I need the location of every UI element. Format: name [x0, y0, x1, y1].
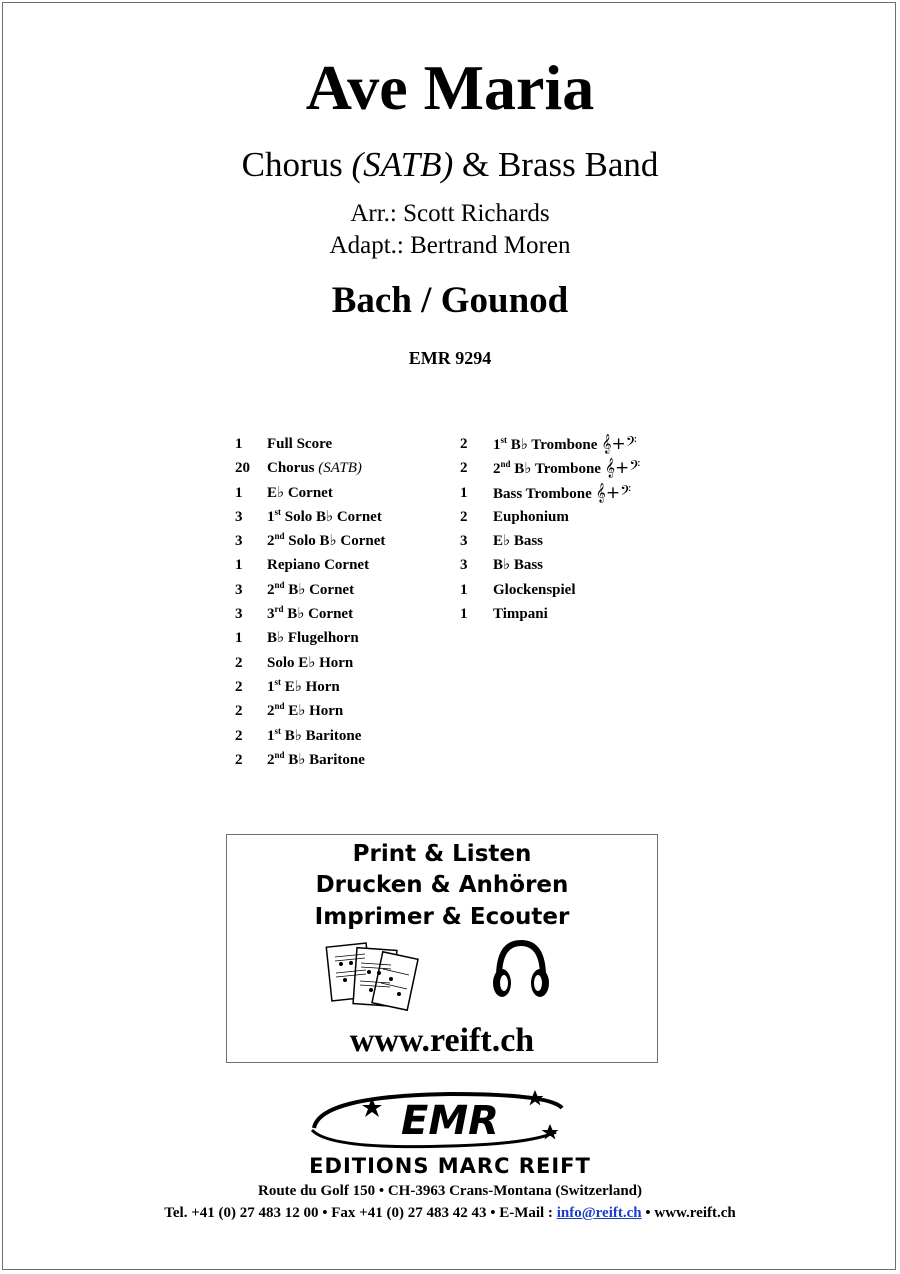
- part-row: [460, 432, 680, 456]
- part-name: Euphonium: [493, 508, 569, 525]
- adapter: Adapt.: Bertrand Moren: [329, 232, 571, 259]
- part-quantity: 2: [235, 654, 243, 671]
- part-name: Solo E♭ Horn: [267, 654, 354, 671]
- part-row: [235, 553, 445, 577]
- part-quantity: 2: [460, 460, 468, 477]
- part-quantity: 1: [235, 630, 243, 647]
- part-row: [460, 578, 680, 602]
- part-row: [235, 529, 445, 553]
- part-row: [460, 481, 680, 505]
- part-row: [235, 724, 445, 748]
- part-row: [460, 456, 680, 480]
- part-row: [235, 456, 445, 480]
- promo-line-imprimer: Imprimer & Ecouter: [314, 904, 570, 930]
- clef-icon: 𝄞+𝄢: [601, 434, 637, 454]
- promo-url[interactable]: www.reift.ch: [349, 1022, 535, 1059]
- part-name: 1st E♭ Horn: [267, 676, 340, 695]
- part-row: [235, 578, 445, 602]
- part-row: [235, 651, 445, 675]
- page-title: Ave Maria: [305, 52, 595, 123]
- part-quantity: 20: [235, 460, 250, 477]
- part-name: Repiano Cornet: [267, 557, 370, 574]
- publisher-contact: [0, 1203, 900, 1223]
- part-name: 2nd B♭ Cornet: [267, 579, 355, 598]
- part-row: [235, 675, 445, 699]
- arranger: Arr.: Scott Richards: [350, 200, 550, 227]
- part-quantity: 3: [460, 533, 468, 550]
- part-quantity: 2: [235, 678, 243, 695]
- part-quantity: 2: [235, 703, 243, 720]
- part-name: E♭ Cornet: [267, 484, 333, 501]
- part-name: E♭ Bass: [493, 533, 544, 550]
- subtitle-post: & Brass Band: [453, 145, 659, 184]
- part-row: [235, 432, 445, 456]
- headphones-icon: [489, 937, 553, 1003]
- part-row: [460, 553, 680, 577]
- part-quantity: 3: [235, 581, 243, 598]
- promo-line-print-listen: Print & Listen: [352, 841, 532, 867]
- part-name: Chorus (SATB): [267, 460, 362, 477]
- part-name: B♭ Bass: [493, 557, 544, 574]
- sheet-music-icon: [325, 939, 421, 1017]
- part-name: 1st B♭ Trombone 𝄞+𝄢: [493, 434, 637, 454]
- part-row: [235, 505, 445, 529]
- page-border: [2, 2, 896, 1270]
- part-quantity: 3: [235, 508, 243, 525]
- part-quantity: 1: [235, 484, 243, 501]
- part-name: 2nd Solo B♭ Cornet: [267, 531, 386, 550]
- part-name: 3rd B♭ Cornet: [267, 604, 354, 623]
- part-row: [235, 602, 445, 626]
- catalog-number: EMR 9294: [408, 348, 492, 368]
- contact-phone-fax: Tel. +41 (0) 27 483 12 00 • Fax +41 (0) 27 483 42 43 • E-Mail :: [164, 1205, 557, 1221]
- part-row: [235, 699, 445, 723]
- emr-logo-text: EMR: [401, 1098, 499, 1144]
- part-quantity: 2: [235, 751, 243, 768]
- publisher-name: EDITIONS MARC REIFT: [309, 1154, 591, 1178]
- email-link[interactable]: info@reift.ch: [556, 1205, 642, 1221]
- emr-logo: [300, 1088, 600, 1152]
- part-quantity: 2: [460, 508, 468, 525]
- part-quantity: 1: [460, 606, 468, 623]
- part-name: 1st B♭ Baritone: [267, 725, 362, 744]
- promo-line-drucken: Drucken & Anhören: [315, 872, 569, 898]
- part-quantity: 2: [460, 436, 468, 452]
- part-row: [460, 505, 680, 529]
- part-quantity: 3: [235, 606, 243, 623]
- part-name: Bass Trombone 𝄞+𝄢: [493, 482, 632, 503]
- part-name: 2nd B♭ Baritone: [267, 749, 365, 768]
- part-row: [235, 481, 445, 505]
- publisher-address: Route du Golf 150 • CH-3963 Crans-Montana (Switzerland): [258, 1183, 642, 1199]
- clef-icon: 𝄞+𝄢: [604, 458, 641, 479]
- part-name: Full Score: [267, 436, 333, 452]
- part-row: [235, 748, 445, 772]
- clef-icon: 𝄞+𝄢: [595, 482, 632, 503]
- part-quantity: 1: [460, 484, 468, 501]
- part-quantity: 1: [235, 436, 243, 452]
- part-quantity: 1: [460, 581, 468, 598]
- contact-website: • www.reift.ch: [641, 1205, 736, 1221]
- parts-list-left: [235, 432, 445, 772]
- part-name: 1st Solo B♭ Cornet: [267, 506, 382, 525]
- part-quantity: 1: [235, 557, 243, 574]
- part-quantity: 3: [460, 557, 468, 574]
- subtitle-pre: Chorus: [241, 145, 352, 184]
- part-name: B♭ Flugelhorn: [267, 630, 359, 647]
- part-name: 2nd B♭ Trombone 𝄞+𝄢: [493, 458, 641, 479]
- part-name: Glockenspiel: [493, 581, 576, 598]
- subtitle: [0, 143, 900, 187]
- parts-list-right: [460, 432, 680, 626]
- part-quantity: 2: [235, 727, 243, 744]
- part-row: [235, 626, 445, 650]
- part-name: 2nd E♭ Horn: [267, 701, 344, 720]
- subtitle-italic: (SATB): [351, 145, 454, 184]
- part-name: Timpani: [493, 606, 548, 623]
- part-row: [460, 602, 680, 626]
- promo-box: [226, 834, 658, 1063]
- part-quantity: 3: [235, 533, 243, 550]
- part-row: [460, 529, 680, 553]
- composer: Bach / Gounod: [331, 280, 569, 321]
